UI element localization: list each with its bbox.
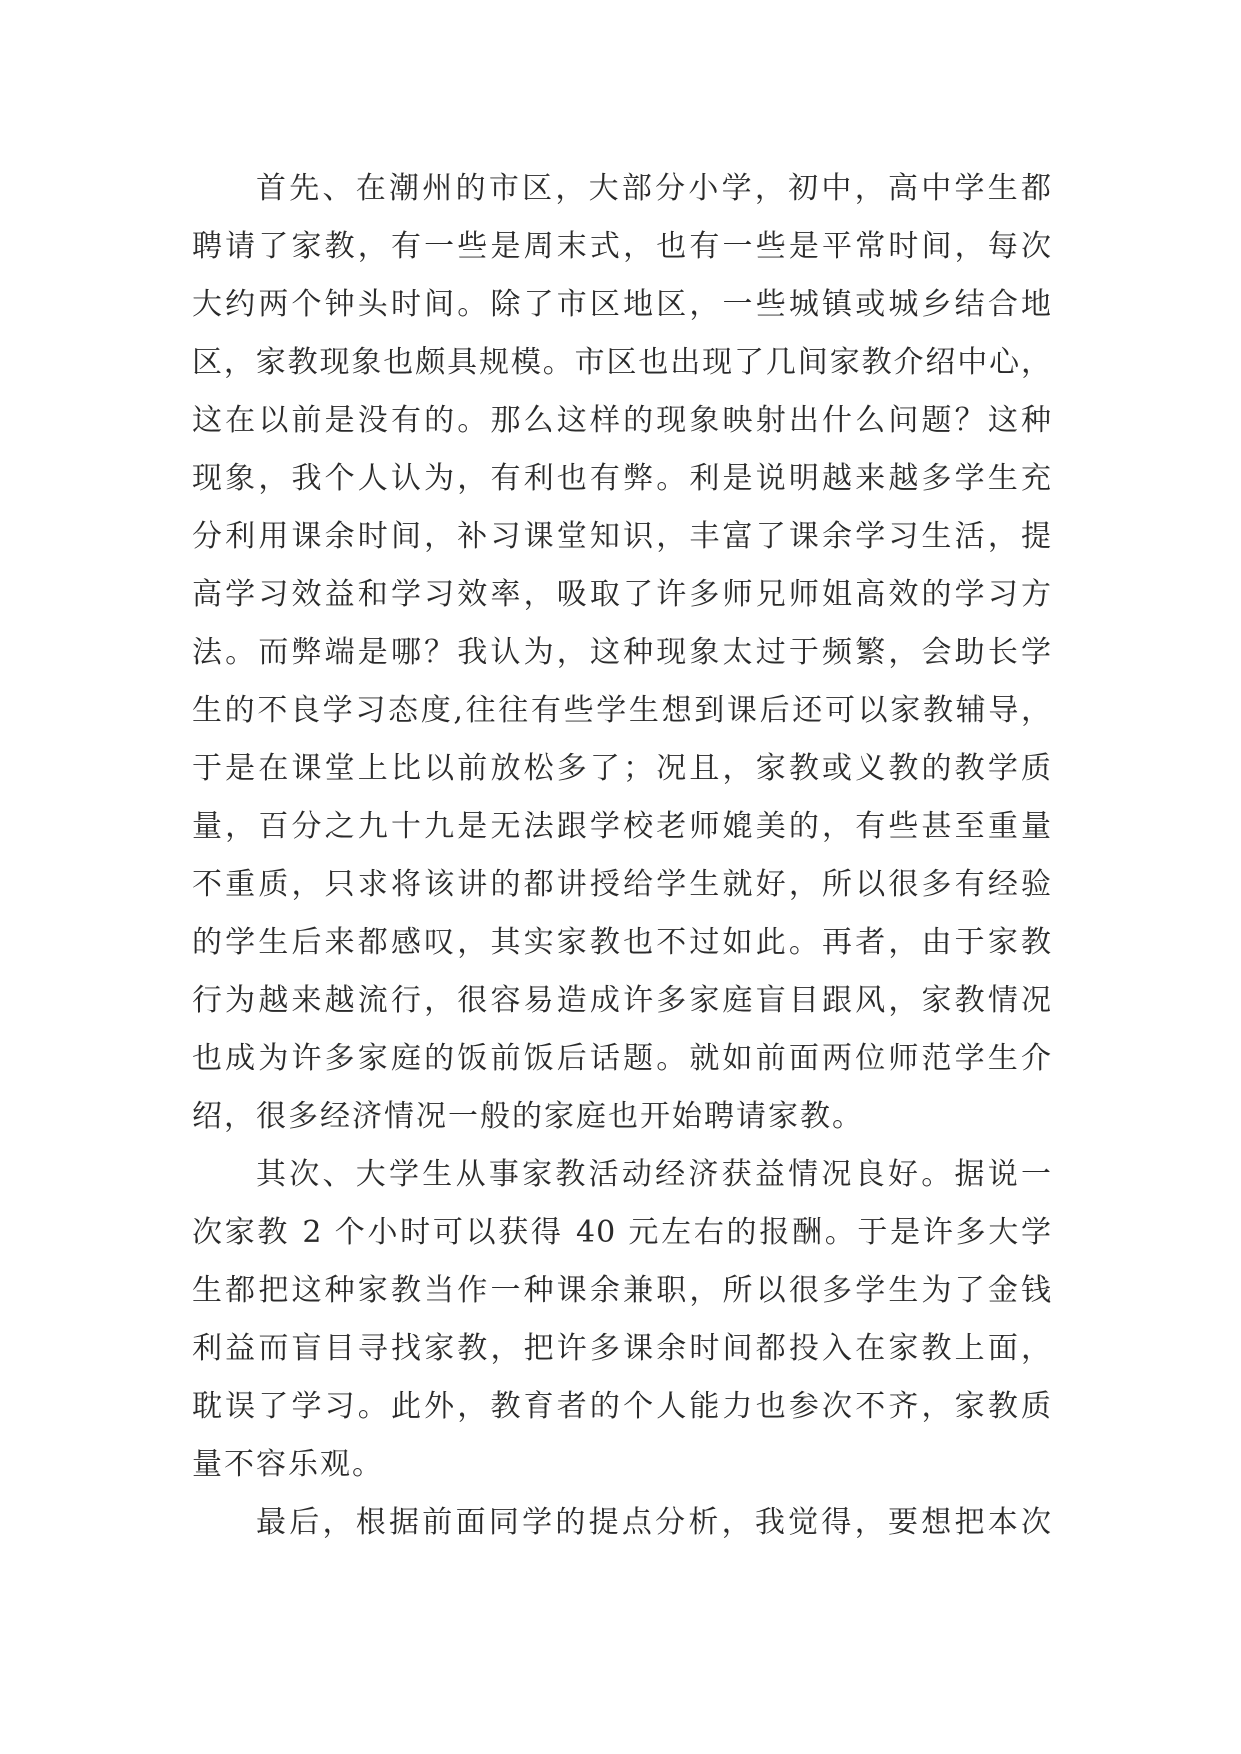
text-line: 不重质，只求将该讲的都讲授给学生就好，所以很多有经验: [192, 867, 1052, 902]
text-line: 的学生后来都感叹，其实家教也不过如此。再者，由于家教: [192, 925, 1052, 960]
text-line: 绍，很多经济情况一般的家庭也开始聘请家教。: [192, 1099, 864, 1134]
text-line: 次家教 2 个小时可以获得 40 元左右的报酬。于是许多大学: [192, 1215, 1052, 1250]
text-line: 行为越来越流行，很容易造成许多家庭盲目跟风，家教情况: [192, 983, 1052, 1018]
text-line: 于是在课堂上比以前放松多了；况且，家教或义教的教学质: [192, 751, 1052, 786]
document-body: [192, 160, 1052, 1552]
text-line: 分利用课余时间，补习课堂知识，丰富了课余学习生活，提: [192, 519, 1052, 554]
paragraph-2: [192, 1146, 1052, 1494]
text-line: 这在以前是没有的。那么这样的现象映射出什么问题？这种: [192, 403, 1052, 438]
text-line: 大约两个钟头时间。除了市区地区，一些城镇或城乡结合地: [192, 287, 1052, 322]
text-line: 高学习效益和学习效率，吸取了许多师兄师姐高效的学习方: [192, 577, 1052, 612]
text-line: 利益而盲目寻找家教，把许多课余时间都投入在家教上面，: [192, 1331, 1052, 1366]
text-line: 首先、在潮州的市区，大部分小学，初中，高中学生都: [256, 171, 1052, 206]
text-line: 现象，我个人认为，有利也有弊。利是说明越来越多学生充: [192, 461, 1052, 496]
text-line: 最后，根据前面同学的提点分析，我觉得，要想把本次: [256, 1505, 1052, 1540]
text-line: 其次、大学生从事家教活动经济获益情况良好。据说一: [256, 1157, 1052, 1192]
text-line: 量不容乐观。: [192, 1447, 384, 1482]
text-line: 也成为许多家庭的饭前饭后话题。就如前面两位师范学生介: [192, 1041, 1052, 1076]
text-line: 生都把这种家教当作一种课余兼职，所以很多学生为了金钱: [192, 1273, 1052, 1308]
text-line: 量，百分之九十九是无法跟学校老师媲美的，有些甚至重量: [192, 809, 1052, 844]
paragraph-3: [192, 1494, 1052, 1552]
text-line: 生的不良学习态度,往往有些学生想到课后还可以家教辅导，: [192, 693, 1052, 728]
text-line: 聘请了家教，有一些是周末式，也有一些是平常时间，每次: [192, 229, 1052, 264]
text-line: 法。而弊端是哪？我认为，这种现象太过于频繁，会助长学: [192, 635, 1052, 670]
text-line: 耽误了学习。此外，教育者的个人能力也参次不齐，家教质: [192, 1389, 1052, 1424]
paragraph-1: [192, 160, 1052, 1146]
text-line: 区，家教现象也颇具规模。市区也出现了几间家教介绍中心，: [192, 345, 1052, 380]
